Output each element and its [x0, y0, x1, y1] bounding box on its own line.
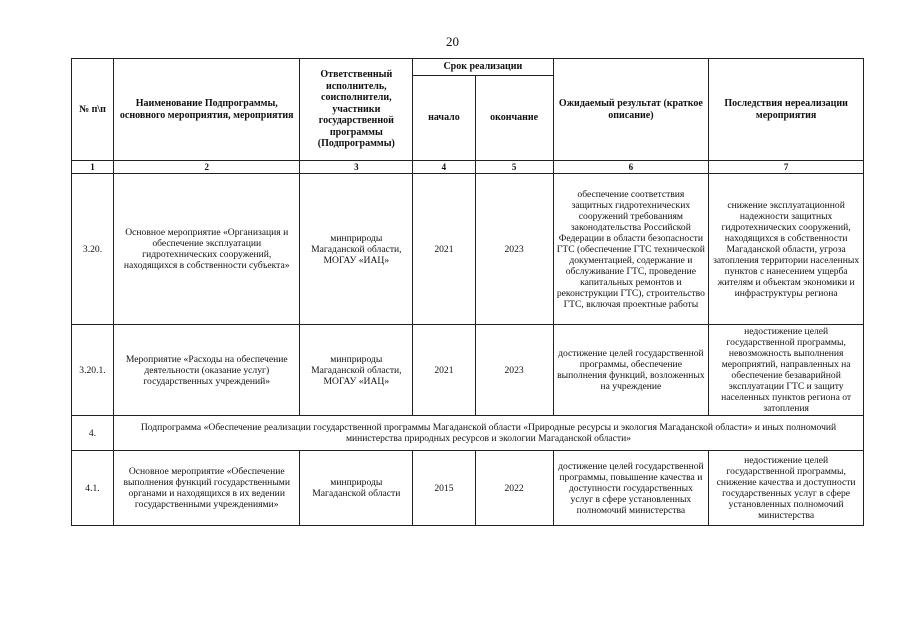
subprogram-title: Подпрограмма «Обеспечение реализации государственной программы Магаданской области «Природные ресурсы и экология Магаданской области» и иных полномочий министерства природных ресурсов и экологии Магаданской области»	[114, 416, 864, 451]
row-start: 2021	[413, 174, 475, 325]
row-start: 2015	[413, 451, 475, 526]
row-executor: минприроды Магаданской области, МОГАУ «ИАЦ»	[300, 325, 413, 416]
column-number: 7	[709, 161, 864, 174]
row-name: Мероприятие «Расходы на обеспечение деятельности (оказание услуг) государственных учреждений»	[114, 325, 300, 416]
program-table	[71, 58, 864, 526]
header-executor: Ответственный исполнитель, соисполнители, участники государственной программы (Подпрограммы)	[300, 59, 413, 161]
page-number: 20	[446, 34, 459, 49]
column-number: 5	[475, 161, 553, 174]
row-num: 4.1.	[72, 451, 114, 526]
column-number: 6	[553, 161, 709, 174]
row-end: 2023	[475, 325, 553, 416]
row-result: достижение целей государственной программы, повышение качества и доступности государственных услуг в сфере установленных полномочий министерства	[553, 451, 709, 526]
column-number: 1	[72, 161, 114, 174]
header-num: № п\п	[72, 59, 114, 161]
row-end: 2023	[475, 174, 553, 325]
row-consequences: недостижение целей государственной программы, снижение качества и доступности государственных услуг в сфере установленных полномочий министерства	[709, 451, 864, 526]
header-name: Наименование Подпрограммы, основного мероприятия, мероприятия	[114, 59, 300, 161]
row-name: Основное мероприятие «Обеспечение выполнения функций государственными органами и находящихся в их ведении государственными учреждениями»	[114, 451, 300, 526]
row-consequences: недостижение целей государственной программы, невозможность выполнения мероприятий, направленных на обеспечение безаварийной эксплуатации ГТС и защиту населенных пунктов региона от затопления	[709, 325, 864, 416]
column-number-row	[72, 161, 864, 174]
row-executor: минприроды Магаданской области, МОГАУ «ИАЦ»	[300, 174, 413, 325]
row-name: Основное мероприятие «Организация и обеспечение эксплуатации гидротехнических сооружений, находящихся в собственности субъекта»	[114, 174, 300, 325]
row-consequences: снижение эксплуатационной надежности защитных гидротехнических сооружений, находящихся в собственности Магаданской области, угроза затопления территории населенных пунктов с нанесением ущерба жителям и объектам экономики и инфраструктуры региона	[709, 174, 864, 325]
row-num: 3.20.1.	[72, 325, 114, 416]
header-consequences: Последствия нереализации мероприятия	[709, 59, 864, 161]
header-start: начало	[413, 76, 475, 161]
column-number: 3	[300, 161, 413, 174]
table-row	[72, 174, 864, 325]
row-num: 3.20.	[72, 174, 114, 325]
subprogram-row	[72, 416, 864, 451]
row-result: обеспечение соответствия защитных гидротехнических сооружений требованиям законодательства Российской Федерации в области безопасности ГТС (обеспечение ГТС технической документацией, содержание и обслуживание ГТС, проведение капитальных ремонтов и реконструкции ГТС), строительство ГТС, включая проектные работы	[553, 174, 709, 325]
row-start: 2021	[413, 325, 475, 416]
subprogram-num: 4.	[72, 416, 114, 451]
header-result: Ожидаемый результат (краткое описание)	[553, 59, 709, 161]
header-row	[72, 59, 864, 76]
column-number: 4	[413, 161, 475, 174]
row-result: достижение целей государственной программы, обеспечение выполнения функций, возложенных на учреждение	[553, 325, 709, 416]
table-row	[72, 325, 864, 416]
row-executor: минприроды Магаданской области	[300, 451, 413, 526]
header-end: окончание	[475, 76, 553, 161]
row-end: 2022	[475, 451, 553, 526]
table-row	[72, 451, 864, 526]
header-term: Срок реализации	[413, 59, 553, 76]
column-number: 2	[114, 161, 300, 174]
